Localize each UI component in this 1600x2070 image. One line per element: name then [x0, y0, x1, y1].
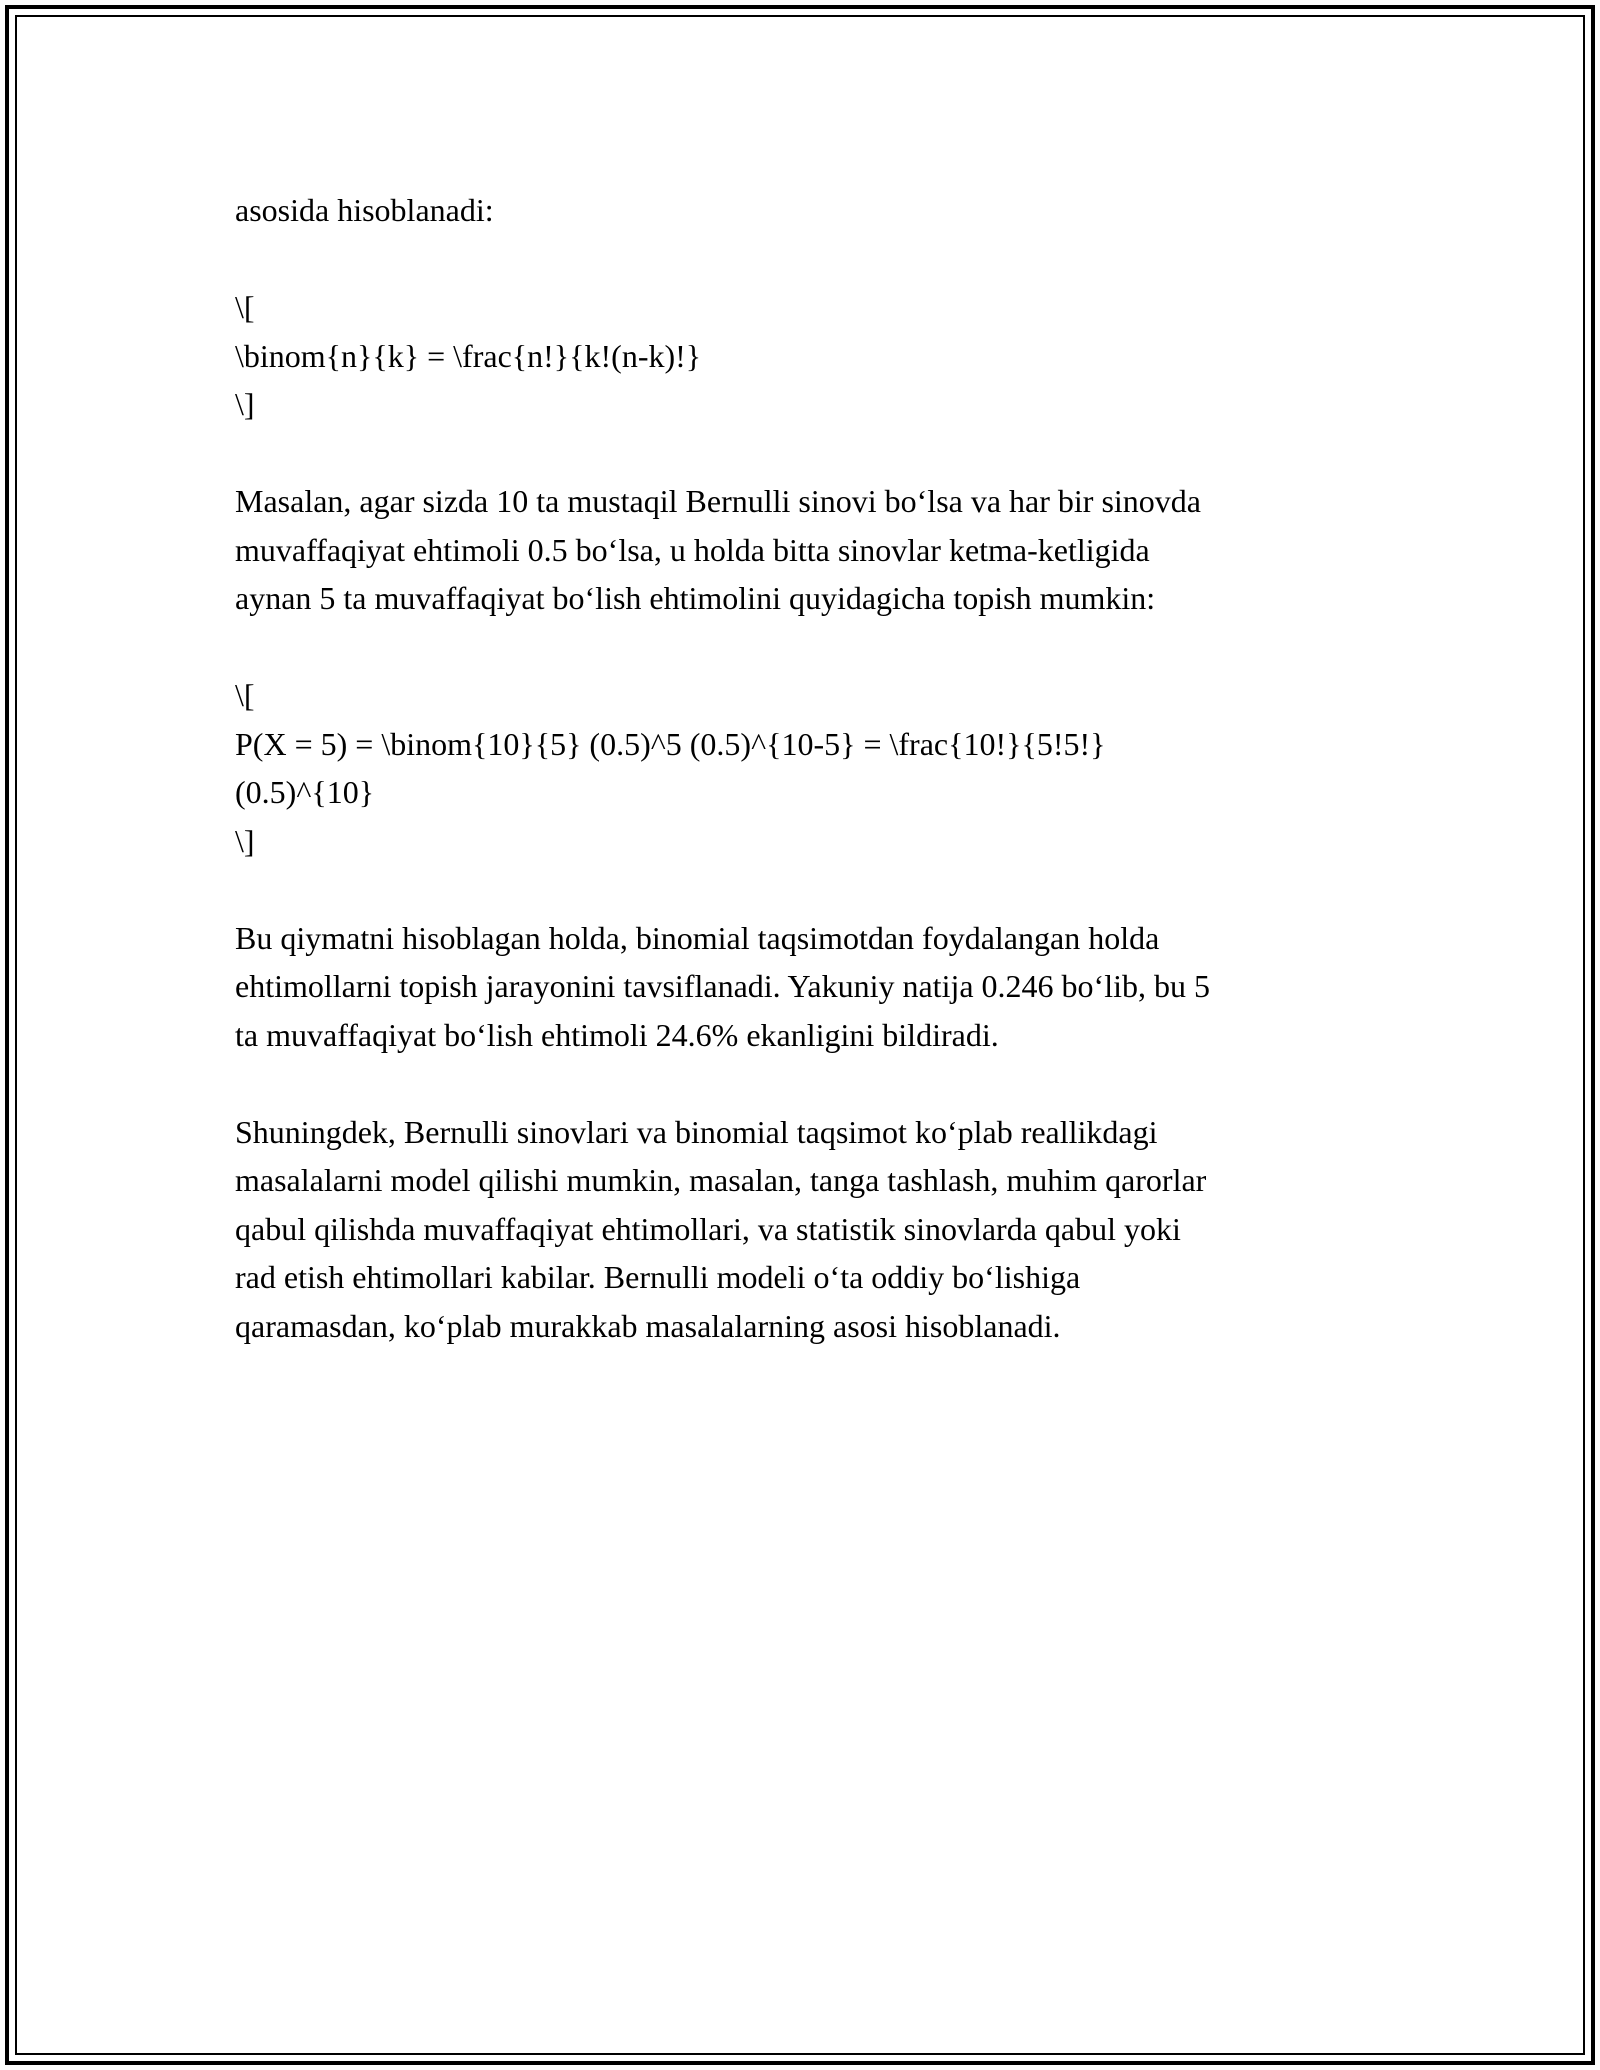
document-body	[235, 186, 1375, 1399]
math-block-probability	[235, 671, 1375, 865]
text-line: muvaffaqiyat ehtimoli 0.5 bo‘lsa, u holda bitta sinovlar ketma-ketligida	[235, 531, 1150, 568]
math-line: \]	[235, 386, 255, 422]
text-line: Shuningdek, Bernulli sinovlari va binomial taqsimot ko‘plab reallikdagi	[235, 1113, 1158, 1150]
math-line: (0.5)^{10}	[235, 774, 375, 810]
text-line: Masalan, agar sizda 10 ta mustaqil Bernulli sinovi bo‘lsa va har bir sinovda	[235, 483, 1201, 519]
text-line: rad etish ehtimollari kabilar. Bernulli modeli o‘ta oddiy bo‘lishiga	[235, 1259, 1081, 1295]
paragraph-intro	[235, 186, 1375, 235]
text-line: masalalarni model qilishi mumkin, masalan, tanga tashlash, muhim qarorlar	[235, 1162, 1207, 1198]
text-line: Bu qiymatni hisoblagan holda, binomial taqsimotdan foydalangan holda	[235, 919, 1160, 956]
paragraph-applications	[235, 1108, 1375, 1351]
text-line: aynan 5 ta muvaffaqiyat bo‘lish ehtimolini quyidagicha topish mumkin:	[235, 580, 1156, 616]
math-line: \binom{n}{k} = \frac{n!}{k!(n-k)!}	[235, 337, 702, 374]
text-line: qabul qilishda muvaffaqiyat ehtimollari, va statistik sinovlarda qabul yoki	[235, 1210, 1181, 1247]
text-line: asosida hisoblanadi:	[235, 192, 494, 228]
math-line: \[	[235, 289, 255, 325]
paragraph-example	[235, 477, 1375, 623]
math-line: P(X = 5) = \binom{10}{5} (0.5)^5 (0.5)^{10-5} = \frac{10!}{5!5!}	[235, 725, 1106, 762]
math-line: \[	[235, 677, 255, 713]
text-line: ehtimollarni topish jarayonini tavsiflanadi. Yakuniy natija 0.246 bo‘lib, bu 5	[235, 968, 1210, 1004]
math-line: \]	[235, 822, 255, 859]
math-block-binomial-coefficient	[235, 283, 1375, 429]
paragraph-result	[235, 914, 1375, 1060]
text-line: qaramasdan, ko‘plab murakkab masalalarning asosi hisoblanadi.	[235, 1307, 1061, 1344]
text-line: ta muvaffaqiyat bo‘lish ehtimoli 24.6% ekanligini bildiradi.	[235, 1016, 999, 1053]
